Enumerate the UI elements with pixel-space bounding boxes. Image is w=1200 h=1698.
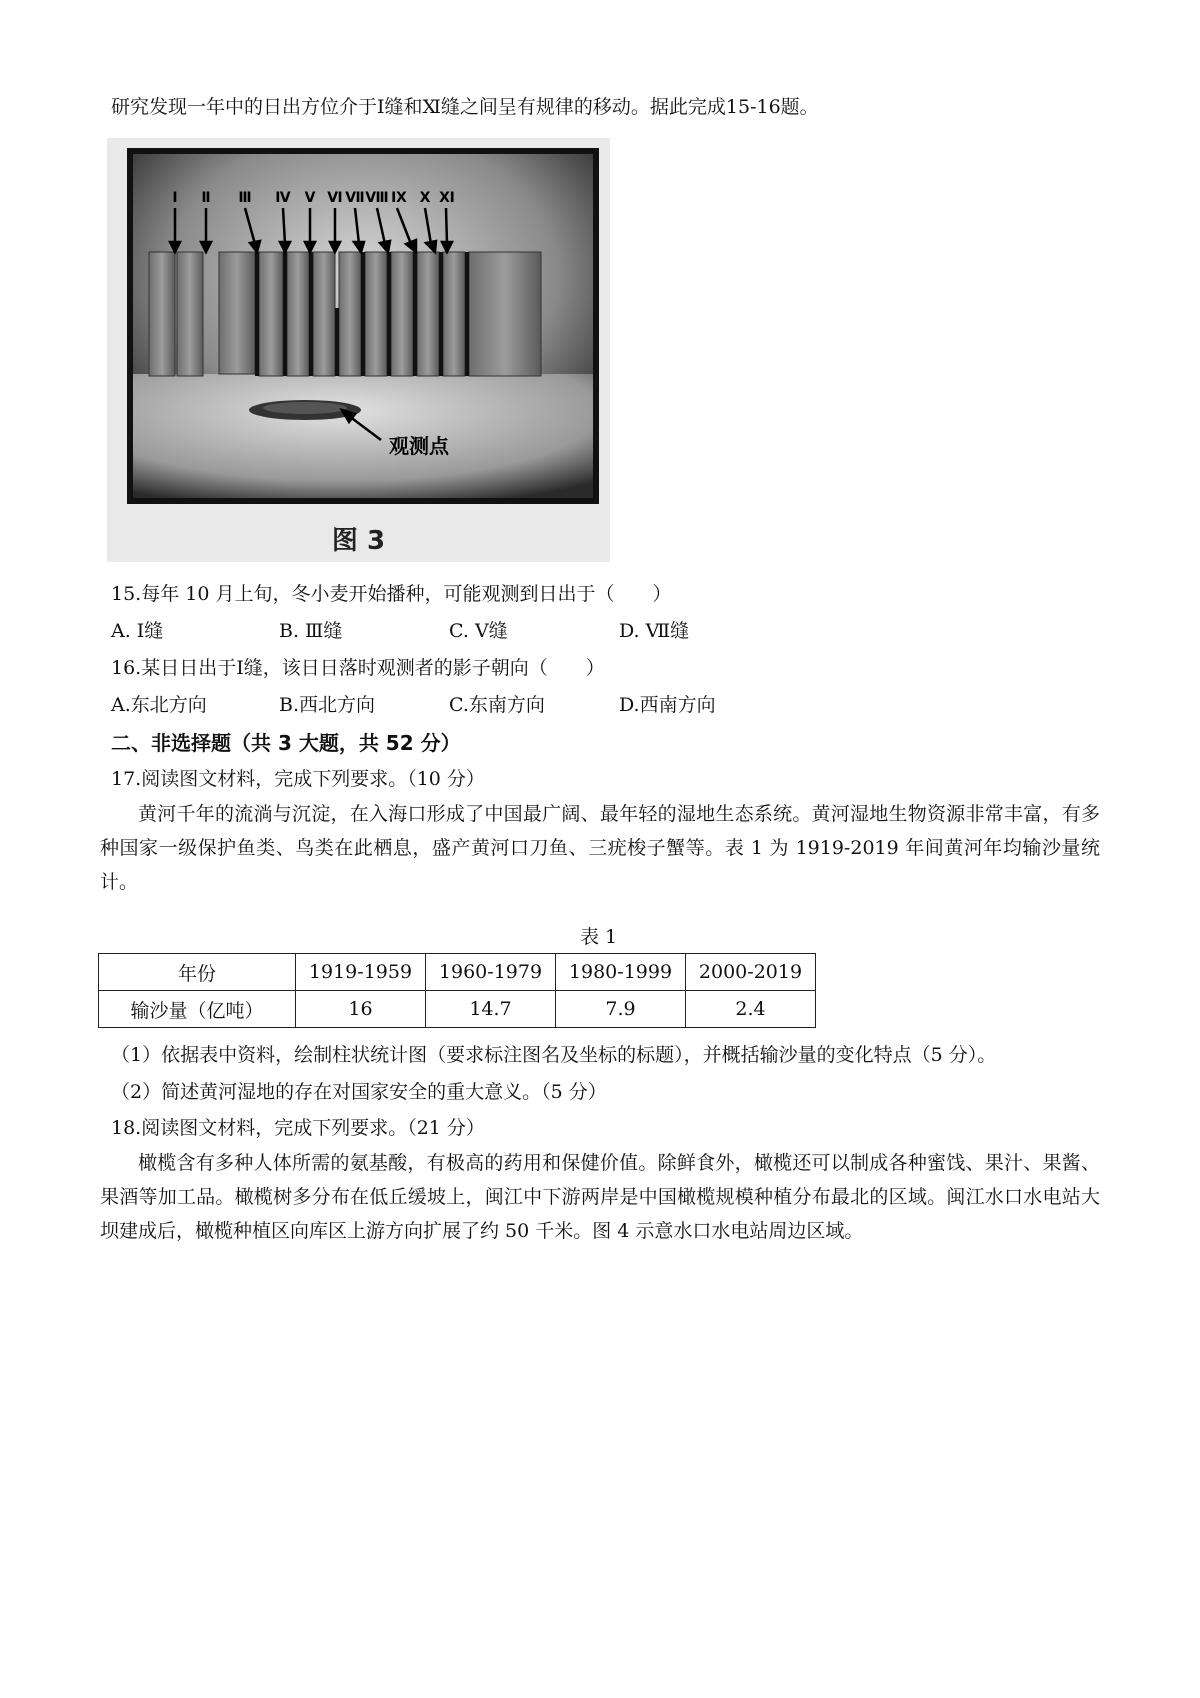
intro-text: 研究发现一年中的日出方位介于Ⅰ缝和Ⅺ缝之间呈有规律的移动。据此完成15-16题。 xyxy=(111,96,819,118)
q15-option-a: A. Ⅰ缝 xyxy=(111,620,164,642)
q15-stem: 15.每年 10 月上旬，冬小麦开始播种，可能观测到日出于（ ） xyxy=(111,583,672,605)
table-header-cell: 1919-1959 xyxy=(296,954,426,991)
table-header-cell: 2000-2019 xyxy=(686,954,816,991)
q17-sub1: （1）依据表中资料，绘制柱状统计图（要求标注图名及坐标的标题），并概括输沙量的变化特点（5 分）。 xyxy=(111,1044,997,1066)
seam-label-8: Ⅷ xyxy=(365,190,389,206)
seam-label-10: Ⅹ xyxy=(419,190,431,206)
q15-option-d: D. Ⅶ缝 xyxy=(619,620,690,642)
table-header-cell: 年份 xyxy=(99,954,296,991)
table-cell: 2.4 xyxy=(686,991,816,1028)
table-header-cell: 1980-1999 xyxy=(556,954,686,991)
table-cell: 输沙量（亿吨） xyxy=(99,991,296,1028)
seam-label-1: Ⅰ xyxy=(172,190,178,206)
q16-option-c: C.东南方向 xyxy=(449,694,545,716)
q17-material xyxy=(100,797,1100,899)
seam-label-5: Ⅴ xyxy=(304,190,316,206)
figure-caption: 图 3 xyxy=(331,526,386,556)
figure-3 xyxy=(107,138,610,562)
q15-option-b: B. Ⅲ缝 xyxy=(279,620,343,642)
q16-stem: 16.某日日出于Ⅰ缝，该日日落时观测者的影子朝向（ ） xyxy=(111,657,605,679)
table-cell: 16 xyxy=(296,991,426,1028)
q15-option-c: C. Ⅴ缝 xyxy=(449,620,508,642)
seam-label-7: Ⅶ xyxy=(345,190,365,206)
sediment-table xyxy=(98,953,816,1028)
q18-stem: 18.阅读图文材料，完成下列要求。（21 分） xyxy=(111,1117,485,1139)
q16-option-b: B.西北方向 xyxy=(279,694,376,716)
table-header-row xyxy=(99,954,816,991)
observation-point-label: 观测点 xyxy=(389,434,449,458)
table-title: 表 1 xyxy=(580,926,618,948)
seam-label-3: Ⅲ xyxy=(238,190,252,206)
table-cell: 14.7 xyxy=(426,991,556,1028)
seam-label-6: Ⅵ xyxy=(327,190,343,206)
table-row xyxy=(99,991,816,1028)
seam-label-2: Ⅱ xyxy=(201,190,211,206)
q16-option-d: D.西南方向 xyxy=(619,694,716,716)
q18-material xyxy=(100,1146,1100,1248)
q17-sub2: （2）简述黄河湿地的存在对国家安全的重大意义。（5 分） xyxy=(111,1081,607,1103)
seam-label-4: Ⅳ xyxy=(275,190,291,206)
seam-label-11: Ⅺ xyxy=(439,190,455,206)
q17-material-text: 黄河千年的流淌与沉淀，在入海口形成了中国最广阔、最年轻的湿地生态系统。黄河湿地生物资源非常丰富，有多种国家一级保护鱼类、鸟类在此栖息，盛产黄河口刀鱼、三疣梭子蟹等。表 1 为 1919-2019 年间黄河年均输沙量统计。 xyxy=(100,803,1100,893)
table-cell: 7.9 xyxy=(556,991,686,1028)
section-heading: 二、非选择题（共 3 大题，共 52 分） xyxy=(111,731,461,755)
q18-material-text: 橄榄含有多种人体所需的氨基酸，有极高的药用和保健价值。除鲜食外，橄榄还可以制成各种蜜饯、果汁、果酱、果酒等加工品。橄榄树多分布在低丘缓坡上，闽江中下游两岸是中国橄榄规模种植分布最北的区域。闽江水口水电站大坝建成后，橄榄种植区向库区上游方向扩展了约 50 千米。图 4 示意水口水电站周边区域。 xyxy=(100,1152,1100,1242)
seam-label-9: Ⅸ xyxy=(391,190,407,206)
q17-stem: 17.阅读图文材料，完成下列要求。（10 分） xyxy=(111,768,485,790)
q16-option-a: A.东北方向 xyxy=(111,694,207,716)
sundial-wall-photo xyxy=(127,148,599,504)
table-header-cell: 1960-1979 xyxy=(426,954,556,991)
